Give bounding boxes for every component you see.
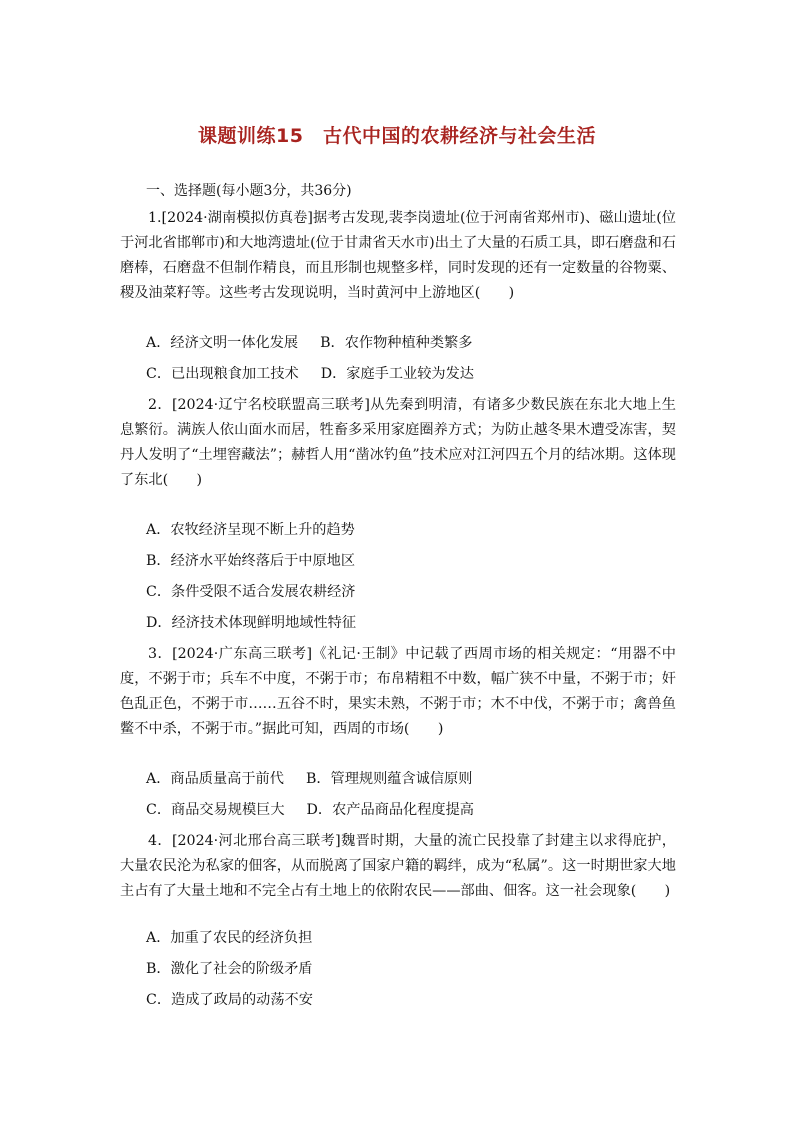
option-c: C．条件受限不适合发展农耕经济	[146, 584, 356, 600]
question-3-stem: 3．[2024·广东高三联考]《礼记·王制》中记载了西周市场的相关规定：“用器不中度，不粥于市；兵车不中度，不粥于市；布帛精粗不中数，幅广狭不中量，不粥于市；奸色乱正色，不粥于市……五谷不时，果实未熟，不粥于市；木不中伐，不粥于市；禽兽鱼鳖不中杀，不粥于市。”据此可知，西周的市场( )	[120, 646, 676, 737]
option-d: D．农产品商品化程度提高	[306, 802, 474, 818]
option-b: B．经济水平始终落后于中原地区	[146, 553, 356, 569]
option-b: B．农作物种植种类繁多	[320, 335, 473, 351]
option-a: A．加重了农民的经济负担	[146, 930, 313, 946]
option-a: A．商品质量高于前代	[146, 771, 284, 787]
option-d: D．经济技术体现鲜明地域性特征	[146, 615, 357, 631]
question-3-options-row-2	[146, 798, 474, 823]
question-1-stem: 1.[2024·湖南模拟仿真卷]据考古发现,裴李岗遗址(位于河南省郑州市)、磁山遗址(位于河北省邯郸市)和大地湾遗址(位于甘肃省天水市)出土了大量的石质工具，即石磨盘和石磨棒，石磨盘不但制作精良，而且形制也规整多样，同时发现的还有一定数量的谷物粟、稷及油菜籽等。这些考古发现说明，当时黄河中上游地区( )	[120, 210, 676, 301]
question-3-options-row-1	[146, 767, 472, 792]
option-a: A．经济文明一体化发展	[146, 335, 299, 351]
question-2-stem: 2．[2024·辽宁名校联盟高三联考]从先秦到明清，有诸多少数民族在东北大地上生息繁衍。满族人依山面水而居，牲畜多采用家庭圈养方式；为防止越冬果木遭受冻害，契丹人发明了“土埋窖藏法”；赫哲人用“凿冰钓鱼”技术应对江河四五个月的结冰期。这体现了东北( )	[120, 397, 676, 488]
question-1-options-row-1	[146, 331, 472, 356]
question-4-stem: 4．[2024·河北邢台高三联考]魏晋时期，大量的流亡民投靠了封建主以求得庇护，大量农民沦为私家的佃客，从而脱离了国家户籍的羁绊，成为“私属”。这一时期世家大地主占有了大量土地和不完全占有土地上的依附农民——部曲、佃客。这一社会现象( )	[120, 833, 676, 899]
option-c: C．已出现粮食加工技术	[146, 366, 299, 382]
option-a: A．农牧经济呈现不断上升的趋势	[146, 522, 355, 538]
option-c: C．商品交易规模巨大	[146, 802, 285, 818]
section-header: 一、选择题(每小题3分，共36分)	[146, 183, 352, 199]
page-title: 课题训练15 古代中国的农耕经济与社会生活	[198, 125, 596, 147]
option-c: C．造成了政局的动荡不安	[146, 992, 313, 1008]
option-b: B．管理规则蕴含诚信原则	[305, 771, 473, 787]
option-d: D．家庭手工业较为发达	[320, 366, 474, 382]
option-b: B．激化了社会的阶级矛盾	[146, 961, 313, 977]
question-1-options-row-2	[146, 362, 474, 387]
